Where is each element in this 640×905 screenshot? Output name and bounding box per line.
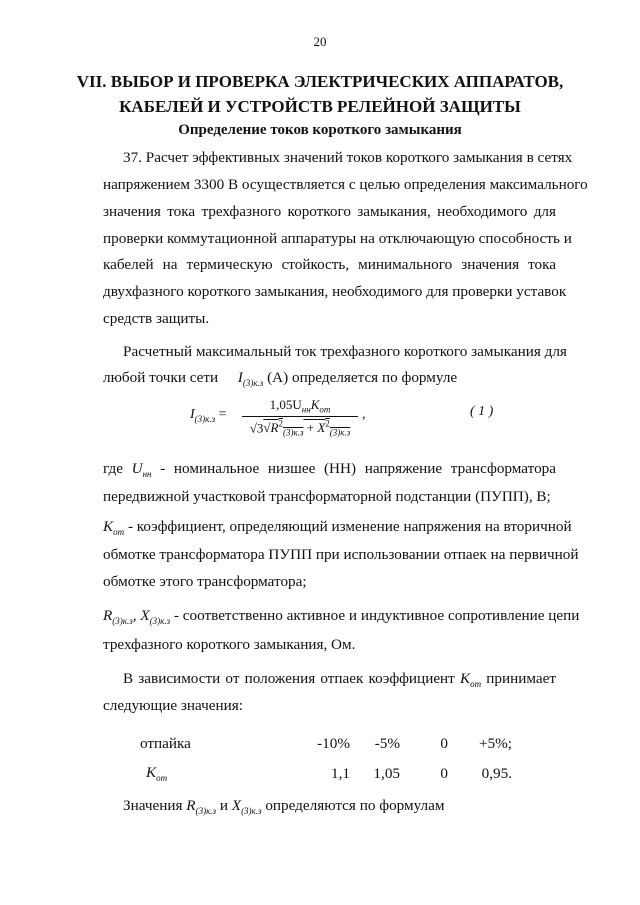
r-symbol-sub: (3)к.з xyxy=(112,616,133,627)
formula-r-sub: (3)к.з xyxy=(283,427,304,438)
section-heading-line2: КАБЕЛЕЙ И УСТРОЙСТВ РЕЛЕЙНОЙ ЗАЩИТЫ xyxy=(119,97,521,116)
para37-line: 37. Расчет эффективных значений токов короткого замыкания в сетях xyxy=(123,149,573,166)
coef-text-b: принимает xyxy=(486,670,557,687)
para37-line: напряжением 3300 В осуществляется с целью определения максимального xyxy=(103,176,588,193)
para37-line: значения тока трехфазного короткого замыкания, необходимого для xyxy=(103,203,556,220)
tap-cell: -5% xyxy=(374,735,400,752)
where-u-text: - номинальное низшее (НН) напряжение трансформатора xyxy=(160,460,557,477)
tap-cell: +5%; xyxy=(478,735,512,752)
coef-k-symbol: K xyxy=(459,670,471,687)
final-r-symbol: R xyxy=(186,797,196,814)
para37-line: двухфазного короткого замыкания, необходимого для проверки уставок xyxy=(103,283,567,300)
u-symbol-sub: нн xyxy=(142,469,152,480)
formula-denominator xyxy=(242,417,358,438)
x-symbol-sub: (3)к.з xyxy=(149,616,171,627)
tap-k-sub: от xyxy=(156,773,168,784)
formula-unn-sub: нн xyxy=(301,404,311,415)
final-text-b: и xyxy=(219,797,228,814)
para-max-line2 xyxy=(103,369,556,388)
para-max-text-b: (А) определяется по формуле xyxy=(267,369,458,386)
para-max-text-a: любой точки сети xyxy=(103,369,219,386)
formula-x-power: 2 xyxy=(325,418,330,429)
formula-r-power: 2 xyxy=(278,418,283,429)
where-u-line1 xyxy=(103,460,556,479)
tap-cell: -10% xyxy=(317,735,350,752)
r-symbol: R xyxy=(103,607,113,624)
current-symbol-sub: (3)к.з xyxy=(242,378,264,389)
formula-x-sub: (3)к.з xyxy=(329,427,351,438)
final-text-c: определяются по формулам xyxy=(265,797,445,814)
coef-line2: следующие значения: xyxy=(103,697,243,714)
formula-lhs: $I_{(3)к.з}$ = xyxy=(190,407,227,424)
tap-k-symbol: K xyxy=(146,764,157,782)
tap-cell: 1,05 xyxy=(373,765,400,782)
tap-cell: 0 xyxy=(440,735,448,752)
tap-cell: 1,1 xyxy=(331,765,350,782)
formula-kot-sub: от xyxy=(319,404,331,415)
tap-k-label xyxy=(140,759,280,789)
coef-text-a: В зависимости от положения отпаек коэффициент xyxy=(123,670,455,687)
formula-lhs-sub: (3)к.з xyxy=(194,413,216,424)
current-symbol: I xyxy=(237,369,243,386)
where-k-line1 xyxy=(103,518,572,538)
tap-label: отпайка xyxy=(140,735,191,752)
final-line xyxy=(123,797,556,816)
final-text-a: Значения xyxy=(123,797,183,814)
formula-k-symbol: K xyxy=(310,397,320,412)
x-symbol: X xyxy=(140,607,150,624)
where-k-line2: обмотке трансформатора ПУПП при использовании отпаек на первичной xyxy=(103,546,579,563)
coef-line1 xyxy=(123,670,556,689)
where-word: где xyxy=(103,460,123,477)
where-u-line2: передвижной участковой трансформаторной подстанции (ПУПП), В; xyxy=(103,488,551,505)
formula-numerator xyxy=(242,397,358,417)
k-symbol-sub: от xyxy=(113,527,125,538)
para37-line: кабелей на термическую стойкость, минимального значения тока xyxy=(103,256,556,273)
formula-comma: , xyxy=(362,407,366,422)
section-heading-line1: VII. ВЫБОР И ПРОВЕРКА ЭЛЕКТРИЧЕСКИХ АППАРАТОВ, xyxy=(76,72,564,91)
formula-r-symbol: R xyxy=(270,419,279,435)
tap-row xyxy=(140,759,512,789)
where-rx-line1: $R_{(3)к.з}$, $X_{(3)к.з}$ - соответственно активное и индуктивное сопротивление цепи xyxy=(103,607,580,627)
where-k-line3: обмотке этого трансформатора; xyxy=(103,573,307,590)
final-x-symbol: X xyxy=(231,797,242,814)
where-rx-line2: трехфазного короткого замыкания, Ом. xyxy=(103,636,356,653)
para37-line: средств защиты. xyxy=(103,310,210,327)
where-rx-text: - соответственно активное и индуктивное сопротивление цепи xyxy=(173,607,580,624)
subsection-heading: Определение токов короткого замыкания xyxy=(178,122,462,138)
final-r-sub: (3)к.з xyxy=(195,806,217,817)
formula-numerator-coef: 1,05U xyxy=(269,397,302,412)
where-k-text: - коэффициент, определяющий изменение напряжения на вторичной xyxy=(127,518,572,535)
tap-table xyxy=(140,729,512,789)
tap-row xyxy=(140,729,512,759)
formula-lhs-symbol: I xyxy=(190,407,195,422)
para-max-line1: Расчетный максимальный ток трехфазного короткого замыкания для xyxy=(123,343,567,360)
tap-cell: 0 xyxy=(440,765,448,782)
k-symbol: K xyxy=(103,518,114,535)
final-x-sub: (3)к.з xyxy=(241,806,262,817)
tap-cell: 0,95. xyxy=(481,765,512,782)
formula-root3: √3 xyxy=(249,419,264,435)
formula-radical: $√R^2_{(3)к.з} + X^2_{(3)к.з}$ xyxy=(263,418,351,438)
page-number: 20 xyxy=(313,34,327,49)
u-symbol: U xyxy=(131,460,143,477)
equation-number: ( 1 ) xyxy=(470,404,494,419)
formula-x-symbol: X xyxy=(317,419,326,435)
formula-fraction xyxy=(242,397,358,438)
para37-line: проверки коммутационной аппаратуры на отключающую способность и xyxy=(103,230,572,247)
coef-k-sub: от xyxy=(470,679,482,690)
